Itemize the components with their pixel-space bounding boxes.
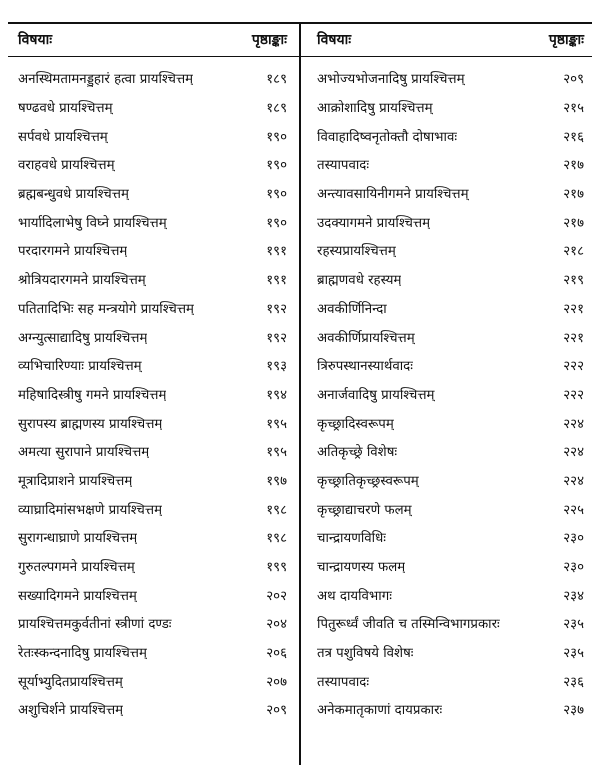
left-entries bbox=[18, 64, 287, 724]
toc-entry bbox=[18, 494, 287, 523]
entry-page-number: २१७ bbox=[563, 187, 584, 203]
entry-title: चान्द्रायणविधिः bbox=[317, 531, 386, 547]
right-column-header bbox=[317, 22, 584, 56]
entry-title: तस्यापवादः bbox=[317, 674, 370, 690]
entry-page-number: १९० bbox=[266, 158, 287, 174]
entry-page-number: १९८ bbox=[266, 502, 287, 518]
entry-title: अग्न्युत्साद्यादिषु प्रायश्चित्तम् bbox=[18, 330, 148, 346]
left-column-header bbox=[18, 22, 287, 56]
entry-page-number: १९२ bbox=[266, 330, 287, 346]
toc-entry bbox=[317, 93, 584, 122]
toc-entry bbox=[18, 638, 287, 667]
entry-page-number: २३० bbox=[563, 560, 584, 576]
entry-page-number: २२१ bbox=[563, 301, 584, 317]
toc-entry bbox=[18, 609, 287, 638]
entry-title: सुरापस्य ब्राह्मणस्य प्रायश्चित्तम् bbox=[18, 416, 163, 432]
entry-title: वराहवधे प्रायश्चित्तम् bbox=[18, 158, 115, 174]
entry-title: अथ दायविभागः bbox=[317, 588, 392, 604]
toc-entry bbox=[317, 150, 584, 179]
entry-page-number: २३५ bbox=[563, 617, 584, 633]
entry-title: रेतःस्कन्दनादिषु प्रायश्चित्तम् bbox=[18, 646, 147, 662]
toc-entry bbox=[18, 408, 287, 437]
toc-entry bbox=[317, 638, 584, 667]
toc-entry bbox=[18, 695, 287, 724]
entry-title: ब्राह्मणवधे रहस्यम् bbox=[317, 273, 402, 289]
entry-page-number: २२४ bbox=[563, 445, 584, 461]
entry-title: कृच्छ्रातिकृच्छ्रस्वरूपम् bbox=[317, 473, 419, 489]
left-column bbox=[8, 22, 299, 724]
toc-entry bbox=[317, 408, 584, 437]
page-heading: पृष्ठाङ्काः bbox=[251, 31, 287, 48]
toc-entry bbox=[18, 466, 287, 495]
entry-page-number: १९० bbox=[266, 215, 287, 231]
toc-entry bbox=[18, 265, 287, 294]
toc-entry bbox=[317, 552, 584, 581]
toc-entry bbox=[317, 179, 584, 208]
entry-page-number: २२५ bbox=[563, 502, 584, 518]
toc-entry bbox=[18, 207, 287, 236]
toc-entry bbox=[18, 64, 287, 93]
entry-title: अवकीर्णिप्रायश्चित्तम् bbox=[317, 330, 415, 346]
toc-entry bbox=[317, 322, 584, 351]
subject-heading: विषयाः bbox=[317, 31, 352, 48]
toc-entry bbox=[317, 666, 584, 695]
entry-page-number: १९७ bbox=[266, 473, 287, 489]
toc-entry bbox=[18, 437, 287, 466]
toc-entry bbox=[18, 666, 287, 695]
entry-page-number: १८९ bbox=[266, 101, 287, 117]
entry-page-number: २०७ bbox=[266, 674, 287, 690]
entry-page-number: १९५ bbox=[266, 445, 287, 461]
entry-page-number: २३० bbox=[563, 531, 584, 547]
entry-title: अनार्जवादिषु प्रायश्चित्तम् bbox=[317, 387, 435, 403]
entry-title: प्रायश्चित्तमकुर्वतीनां स्त्रीणां दण्डः bbox=[18, 617, 172, 633]
entry-title: अतिकृच्छ्रे विशेषः bbox=[317, 445, 398, 461]
entry-page-number: २३४ bbox=[563, 588, 584, 604]
entry-page-number: १९१ bbox=[266, 244, 287, 260]
toc-entry bbox=[317, 236, 584, 265]
toc-entry bbox=[18, 121, 287, 150]
entry-title: महिषादिस्त्रीषु गमने प्रायश्चित्तम् bbox=[18, 387, 167, 403]
entry-page-number: २२४ bbox=[563, 416, 584, 432]
entry-page-number: १९४ bbox=[266, 387, 287, 403]
entry-page-number: १९३ bbox=[266, 359, 287, 375]
entry-title: षण्ढवधे प्रायश्चित्तम् bbox=[18, 101, 113, 117]
entry-page-number: १९० bbox=[266, 187, 287, 203]
toc-entry bbox=[317, 294, 584, 323]
entry-title: व्यभिचारिण्याः प्रायश्चित्तम् bbox=[18, 359, 142, 375]
toc-entry bbox=[317, 207, 584, 236]
entry-page-number: २०४ bbox=[266, 617, 287, 633]
entry-title: आक्रोशादिषु प्रायश्चित्तम् bbox=[317, 101, 433, 117]
toc-entry bbox=[317, 351, 584, 380]
entry-page-number: १९५ bbox=[266, 416, 287, 432]
entry-page-number: २०९ bbox=[563, 72, 584, 88]
entry-title: अनस्थिमतामनड्डुहारं हत्वा प्रायश्चित्तम् bbox=[18, 72, 194, 88]
toc-entry bbox=[317, 265, 584, 294]
entry-title: श्रोत्रियदारगमने प्रायश्चित्तम् bbox=[18, 273, 146, 289]
right-column bbox=[299, 22, 590, 724]
entry-title: अभोज्यभोजनादिषु प्रायश्चित्तम् bbox=[317, 72, 465, 88]
entry-page-number: २१९ bbox=[563, 273, 584, 289]
entry-title: सुरागन्धाघ्राणे प्रायश्चित्तम् bbox=[18, 531, 138, 547]
toc-entry bbox=[18, 552, 287, 581]
toc-entry bbox=[317, 121, 584, 150]
entry-page-number: २१७ bbox=[563, 215, 584, 231]
toc-entry bbox=[18, 380, 287, 409]
entry-page-number: १९० bbox=[266, 129, 287, 145]
entry-title: रहस्यप्रायश्चित्तम् bbox=[317, 244, 396, 260]
entry-page-number: १८९ bbox=[266, 72, 287, 88]
entry-title: पतितादिभिः सह मन्त्रयोगे प्रायश्चित्तम् bbox=[18, 301, 194, 317]
entry-page-number: १९८ bbox=[266, 531, 287, 547]
toc-entry bbox=[18, 236, 287, 265]
entry-page-number: २२१ bbox=[563, 330, 584, 346]
entry-page-number: २०२ bbox=[266, 588, 287, 604]
entry-title: अन्त्यावसायिनीगमने प्रायश्चित्तम् bbox=[317, 187, 469, 203]
entry-title: पितुरूर्ध्वं जीवति च तस्मिन्विभागप्रकारः bbox=[317, 617, 500, 633]
entry-title: विवाहादिष्वनृतोक्तौ दोषाभावः bbox=[317, 129, 458, 145]
entry-page-number: १९१ bbox=[266, 273, 287, 289]
toc-entry bbox=[18, 294, 287, 323]
entry-page-number: २१६ bbox=[563, 129, 584, 145]
entry-page-number: २१७ bbox=[563, 158, 584, 174]
right-entries bbox=[317, 64, 584, 724]
toc-entry bbox=[18, 322, 287, 351]
entry-title: तस्यापवादः bbox=[317, 158, 370, 174]
toc-entry bbox=[317, 380, 584, 409]
entry-title: व्याघ्रादिमांसभक्षणे प्रायश्चित्तम् bbox=[18, 502, 163, 518]
toc-entry bbox=[317, 609, 584, 638]
toc-entry bbox=[18, 179, 287, 208]
entry-page-number: १९९ bbox=[266, 560, 287, 576]
toc-entry bbox=[18, 580, 287, 609]
entry-title: ब्रह्मबन्धुवधे प्रायश्चित्तम् bbox=[18, 187, 129, 203]
entry-page-number: २१८ bbox=[563, 244, 584, 260]
toc-entry bbox=[317, 494, 584, 523]
entry-title: त्रिरुपस्थानस्यार्थवादः bbox=[317, 359, 413, 375]
toc-entry bbox=[18, 93, 287, 122]
toc-entry bbox=[317, 580, 584, 609]
entry-page-number: २२२ bbox=[563, 359, 584, 375]
toc-entry bbox=[317, 523, 584, 552]
entry-title: उदक्यागमने प्रायश्चित्तम् bbox=[317, 215, 431, 231]
entry-title: अवकीर्णिनिन्दा bbox=[317, 301, 387, 317]
entry-title: कृच्छ्रादिस्वरूपम् bbox=[317, 416, 394, 432]
entry-title: गुरुतल्पगमने प्रायश्चित्तम् bbox=[18, 560, 135, 576]
entry-page-number: २३६ bbox=[563, 674, 584, 690]
entry-title: अमत्या सुरापाने प्रायश्चित्तम् bbox=[18, 445, 150, 461]
toc-entry bbox=[317, 64, 584, 93]
entry-title: अशुचिर्शने प्रायश्चित्तम् bbox=[18, 703, 124, 719]
toc-columns bbox=[8, 22, 592, 724]
toc-entry bbox=[18, 150, 287, 179]
toc-entry bbox=[18, 523, 287, 552]
entry-title: मूत्रादिप्राशने प्रायश्चित्तम् bbox=[18, 473, 133, 489]
entry-page-number: २३७ bbox=[563, 703, 584, 719]
toc-entry bbox=[317, 466, 584, 495]
entry-title: अनेकमातृकाणां दायप्रकारः bbox=[317, 703, 443, 719]
subject-heading: विषयाः bbox=[18, 31, 53, 48]
page-heading: पृष्ठाङ्काः bbox=[548, 31, 584, 48]
entry-page-number: २०६ bbox=[266, 646, 287, 662]
entry-page-number: २०९ bbox=[266, 703, 287, 719]
entry-title: सख्यादिगमने प्रायश्चित्तम् bbox=[18, 588, 137, 604]
toc-entry bbox=[317, 695, 584, 724]
entry-page-number: २१५ bbox=[563, 101, 584, 117]
entry-page-number: १९२ bbox=[266, 301, 287, 317]
toc-entry bbox=[18, 351, 287, 380]
entry-page-number: २२२ bbox=[563, 387, 584, 403]
entry-title: चान्द्रायणस्य फलम् bbox=[317, 560, 406, 576]
entry-title: सर्पवधे प्रायश्चित्तम् bbox=[18, 129, 108, 145]
entry-page-number: २२४ bbox=[563, 473, 584, 489]
entry-title: कृच्छ्राद्याचरणे फलम् bbox=[317, 502, 412, 518]
entry-title: तत्र पशुविषये विशेषः bbox=[317, 646, 414, 662]
entry-title: परदारगमने प्रायश्चित्तम् bbox=[18, 244, 128, 260]
toc-entry bbox=[317, 437, 584, 466]
entry-page-number: २३५ bbox=[563, 646, 584, 662]
entry-title: भार्यादिलाभेषु विघ्ने प्रायश्चित्तम् bbox=[18, 215, 167, 231]
entry-title: सूर्याभ्युदितप्रायश्चित्तम् bbox=[18, 674, 123, 690]
